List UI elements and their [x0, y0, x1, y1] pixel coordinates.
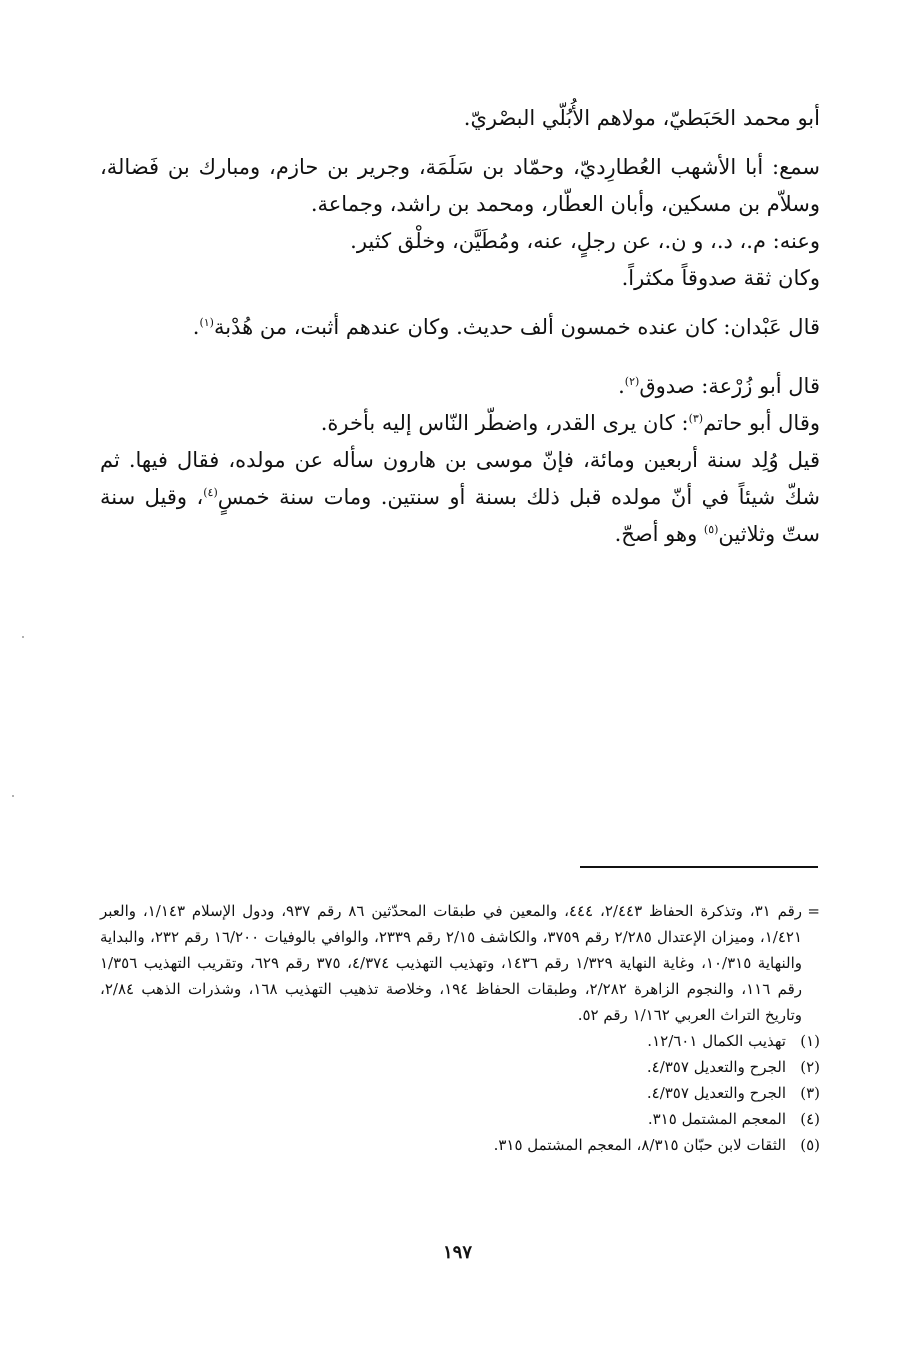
footnote-number: (٢) [800, 1058, 820, 1076]
narrators-line: وعنه: م.، د.، و ن.، عن رجلٍ، عنه، ومُطَيَّن، وخلْق كثير. [350, 229, 820, 253]
footnote-text: المعجم المشتمل ٣١٥. [647, 1110, 786, 1128]
footnote-number: (٥) [800, 1136, 820, 1154]
footnote-item [100, 1054, 820, 1080]
footnote-text: الجرح والتعديل ٤/٣٥٧. [646, 1084, 786, 1102]
footnote-item [100, 1106, 820, 1132]
footnotes [100, 898, 820, 1158]
scan-speck [22, 636, 24, 638]
name-line: أبو محمد الحَبَطيّ، مولاهم الأُبُلّي البصْريّ. [463, 106, 820, 130]
footnote-number: (١) [800, 1032, 820, 1050]
birth-death-paragraph: قيل وُلِد سنة أربعين ومائة، فإنّ موسى بن هارون سأله عن مولده، فقال فيها. ثم شكّ شيئاً في أنّ مولده قبل ذلك بسنة أو سنتين. ومات سنة خمسٍ$^{(٤)}$، وقيل سنة ستّ وثلاثين$^{(٥)}$ وهو أصحّ. [100, 448, 820, 546]
abdan-paragraph: قال عَبْدان: كان عنده خمسون ألف حديث. وكان عندهم أثبت، من هُدْبة$^{(١)}$. [192, 315, 820, 339]
continuation-mark: = [807, 902, 820, 920]
footnote-item [100, 1132, 820, 1158]
footnote-item [100, 1028, 820, 1054]
footnote-text: تهذيب الكمال ١٢/٦٠١. [647, 1032, 786, 1050]
footnote-text: الجرح والتعديل ٤/٣٥٧. [646, 1058, 786, 1076]
trust-line: وكان ثقة صدوقاً مكثراً. [621, 266, 820, 290]
scan-speck [12, 795, 14, 797]
footnote-number: (٤) [800, 1110, 820, 1128]
footnote-number: (٣) [800, 1084, 820, 1102]
footnote-ref-5: (٥) [703, 523, 719, 536]
biography-text [100, 100, 820, 553]
footnote-separator [580, 866, 818, 868]
footnote-ref-1: (١) [199, 316, 214, 329]
footnote-text: الثقات لابن حبّان ٨/٣١٥، المعجم المشتمل ٣١٥. [493, 1136, 786, 1154]
page-number: ١٩٧ [442, 1242, 472, 1263]
footnote-continuation: = رقم ٣١، وتذكرة الحفاظ ٢/٤٤٣، ٤٤٤، والمعين في طبقات المحدّثين ٨٦ رقم ٩٣٧، ودول الإسلام ١/١٤٣، والعبر ١/٤٢١، وميزان الإعتدال ٢/٢٨٥ رقم ٣٧٥٩، والكاشف ٢/١٥ رقم ٢٣٣٩، والوافي بالوفيات ١٦/٢٠٠ رقم ٢٣٢، والبداية والنهاية ١٠/٣١٥، وغاية النهاية ١/٣٢٩ رقم ١٤٣٦، وتهذيب التهذيب ٤/٣٧٤، ٣٧٥ رقم ٦٢٩، وتقريب التهذيب ١/٣٥٦ رقم ١١٦، والنجوم الزاهرة ٢/٢٨٢، وطبقات الحفاظ ١٩٤، وخلاصة تذهيب التهذيب ١٦٨، وشذرات الذهب ٢/٨٤، وتاريخ التراث العربي ١/١٦٢ رقم ٥٢. [100, 898, 820, 1028]
footnote-ref-3: (٣) [688, 412, 704, 425]
footnote-ref-2: (٢) [624, 375, 640, 388]
heard-from-paragraph: سمع: أبا الأشهب العُطارِديّ، وحمّاد بن سَلَمَة، وجرير بن حازم، ومبارك بن فَضالة، وسلاّم بن مسكين، وأبان العطّار، ومحمد بن راشد، وجماعة. [100, 155, 820, 216]
footnote-item [100, 1080, 820, 1106]
footnote-ref-4: (٤) [203, 486, 218, 499]
abu-hatim-line: وقال أبو حاتم$^{(٣)}$: كان يرى القدر، واضطّر النّاس إليه بأخرة. [320, 411, 820, 435]
abu-zura-line: قال أبو زُرْعة: صدوق$^{(٢)}$. [618, 374, 820, 398]
